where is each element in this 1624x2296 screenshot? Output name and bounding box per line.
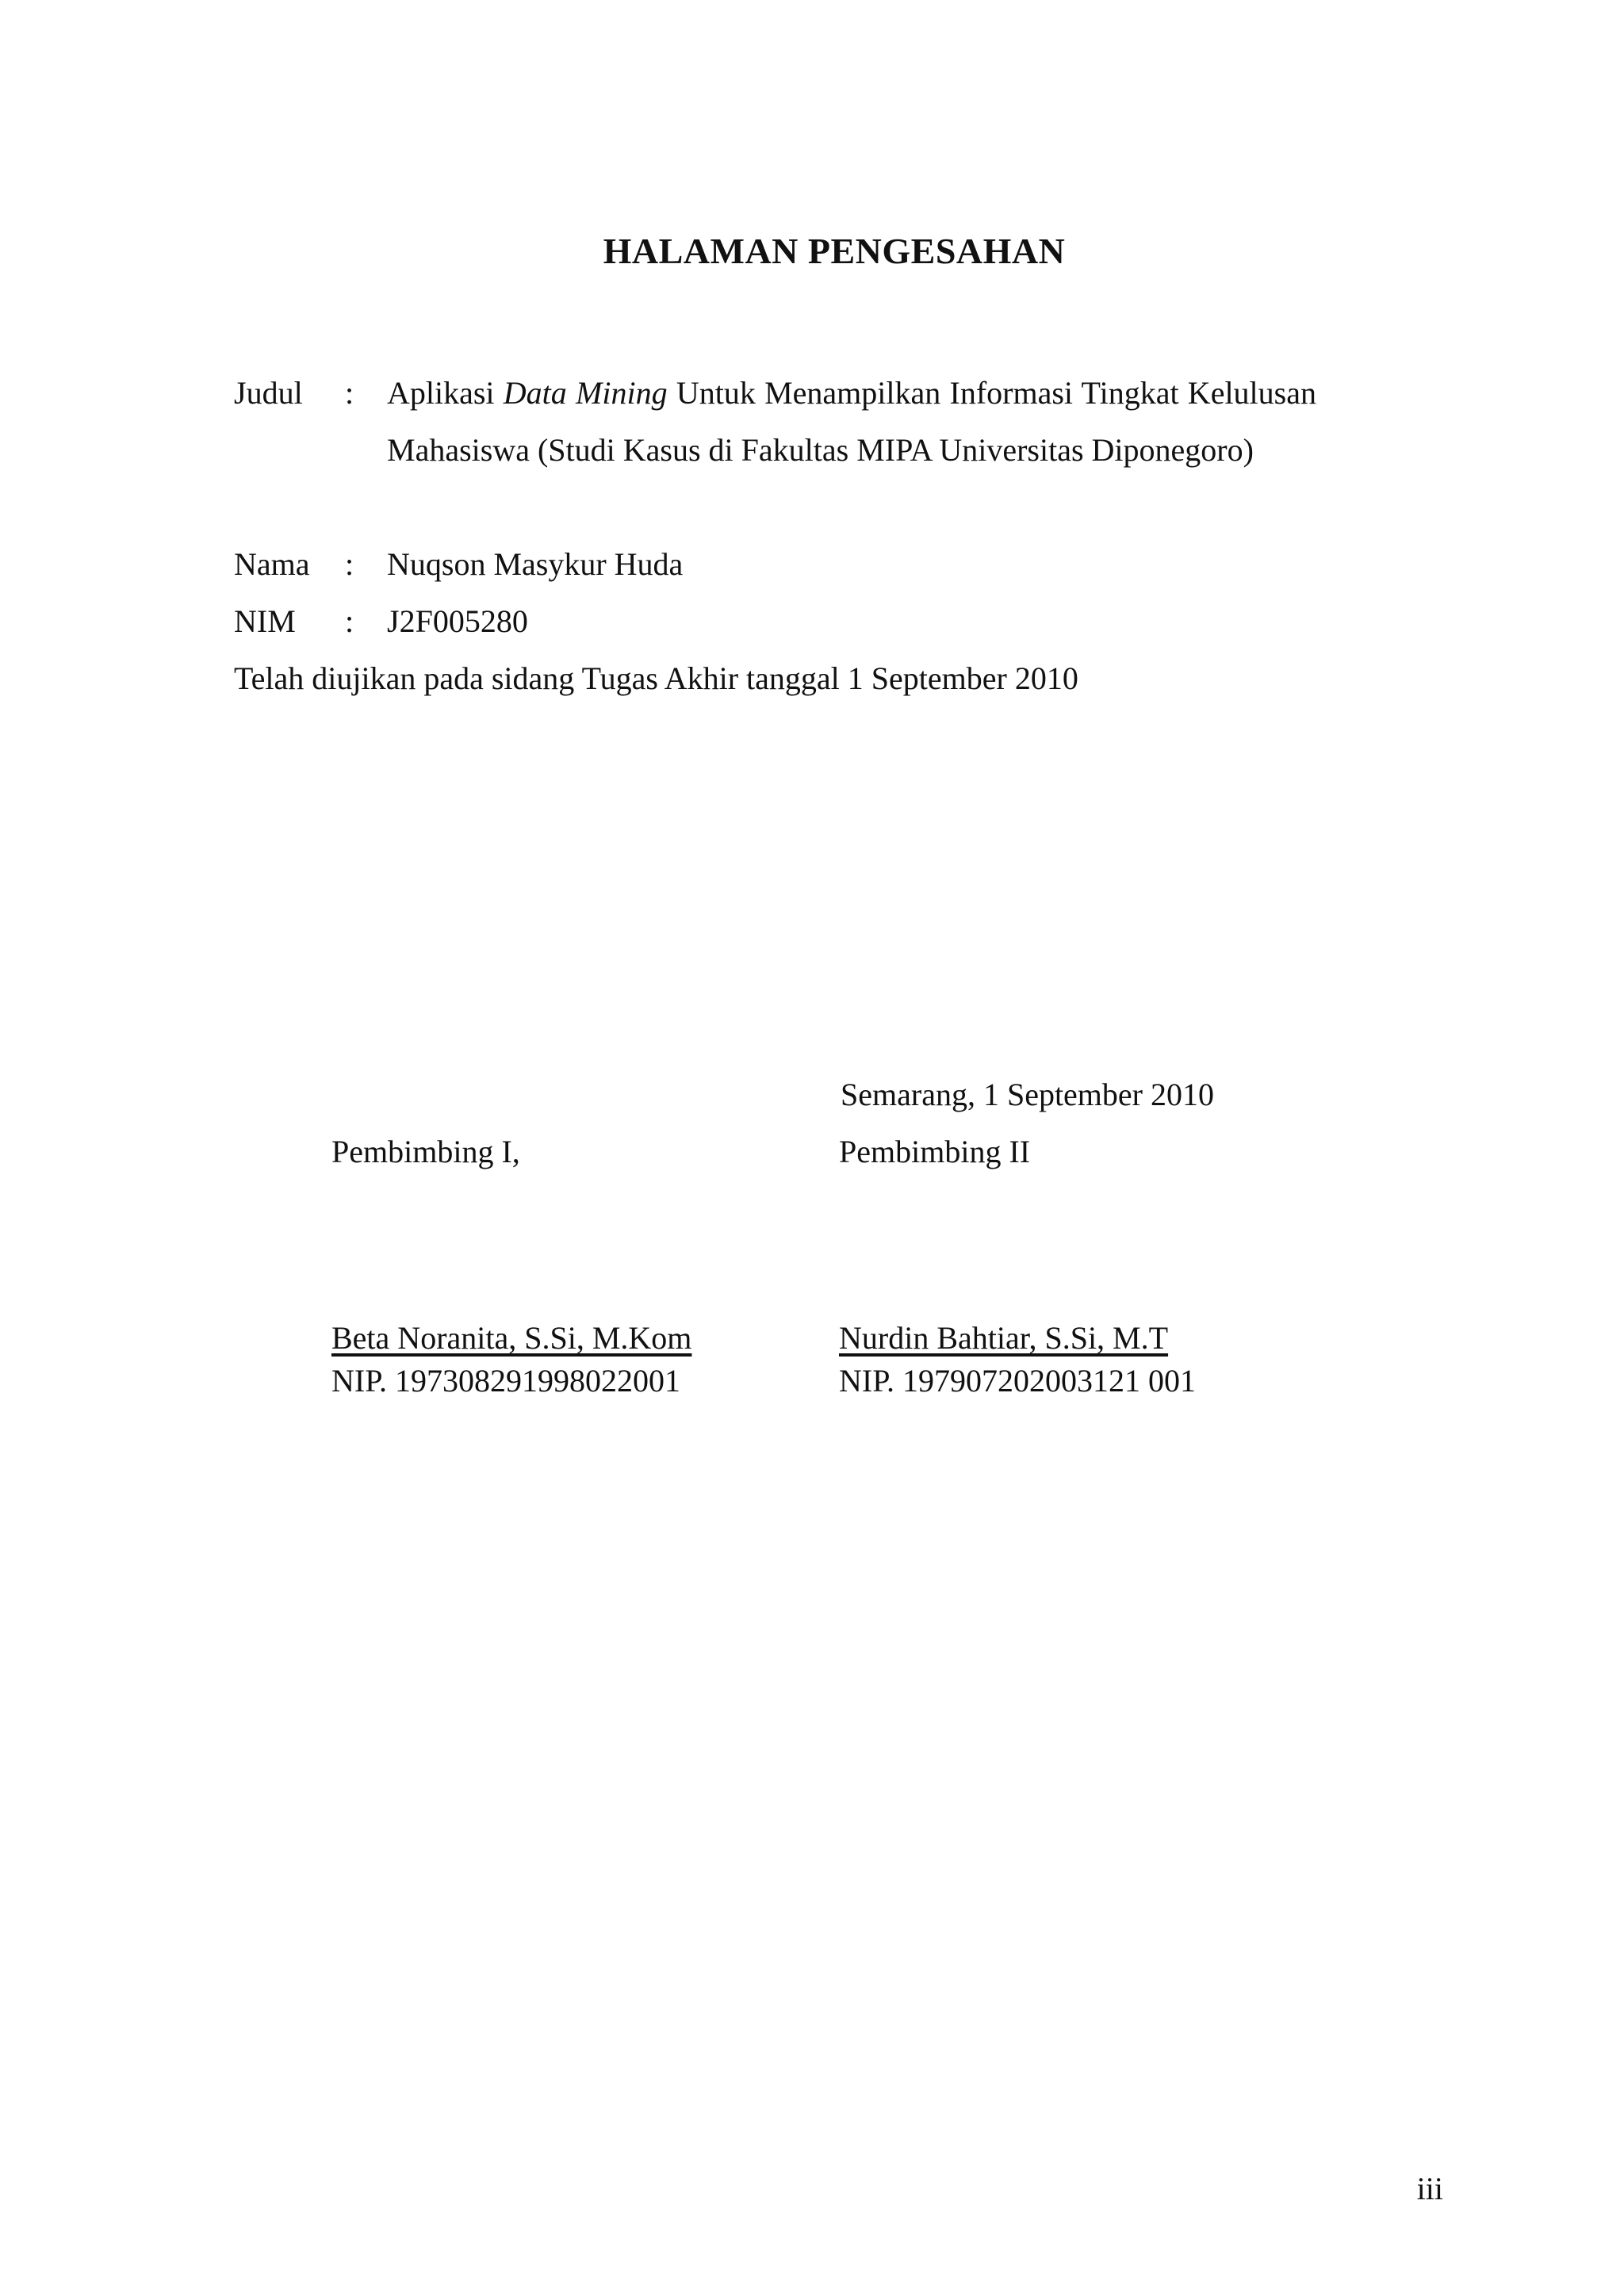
supervisor-1-name: Beta Noranita, S.Si, M.Kom [331, 1320, 692, 1356]
exam-statement: Telah diujikan pada sidang Tugas Akhir tanggal 1 September 2010 [234, 660, 1078, 696]
supervisor-2-name: Nurdin Bahtiar, S.Si, M.T [839, 1320, 1169, 1356]
page-number: iii [1416, 2171, 1443, 2206]
judul-text-italic: Data Mining [503, 375, 668, 411]
field-nim-label: NIM [234, 603, 296, 639]
field-nim [234, 593, 1316, 650]
field-nim-colon: : [345, 603, 354, 639]
supervisor-1-nip: NIP. 197308291998022001 [331, 1363, 681, 1399]
judul-text-pre: Aplikasi [387, 375, 504, 411]
field-nim-value: J2F005280 [387, 603, 528, 639]
field-judul-label: Judul [234, 375, 303, 411]
field-nama [234, 536, 1316, 593]
field-nama-colon: : [345, 546, 354, 582]
field-nama-value: Nuqson Masykur Huda [387, 546, 684, 582]
field-judul [234, 365, 1316, 536]
place-date: Semarang, 1 September 2010 [841, 1077, 1214, 1112]
supervisor-2-nip: NIP. 197907202003121 001 [839, 1363, 1197, 1399]
field-judul-value [387, 365, 1316, 479]
judul-text-post: Untuk Menampilkan Informasi Tingkat Kelulusan Mahasiswa (Studi Kasus di Fakultas MIPA Universitas Diponegoro) [387, 375, 1316, 468]
supervisor-1-role: Pembimbing I, [331, 1134, 520, 1169]
page-title: HALAMAN PENGESAHAN [603, 231, 1066, 271]
field-judul-colon: : [345, 375, 354, 411]
field-nama-label: Nama [234, 546, 310, 582]
supervisor-2-role: Pembimbing II [839, 1134, 1031, 1169]
